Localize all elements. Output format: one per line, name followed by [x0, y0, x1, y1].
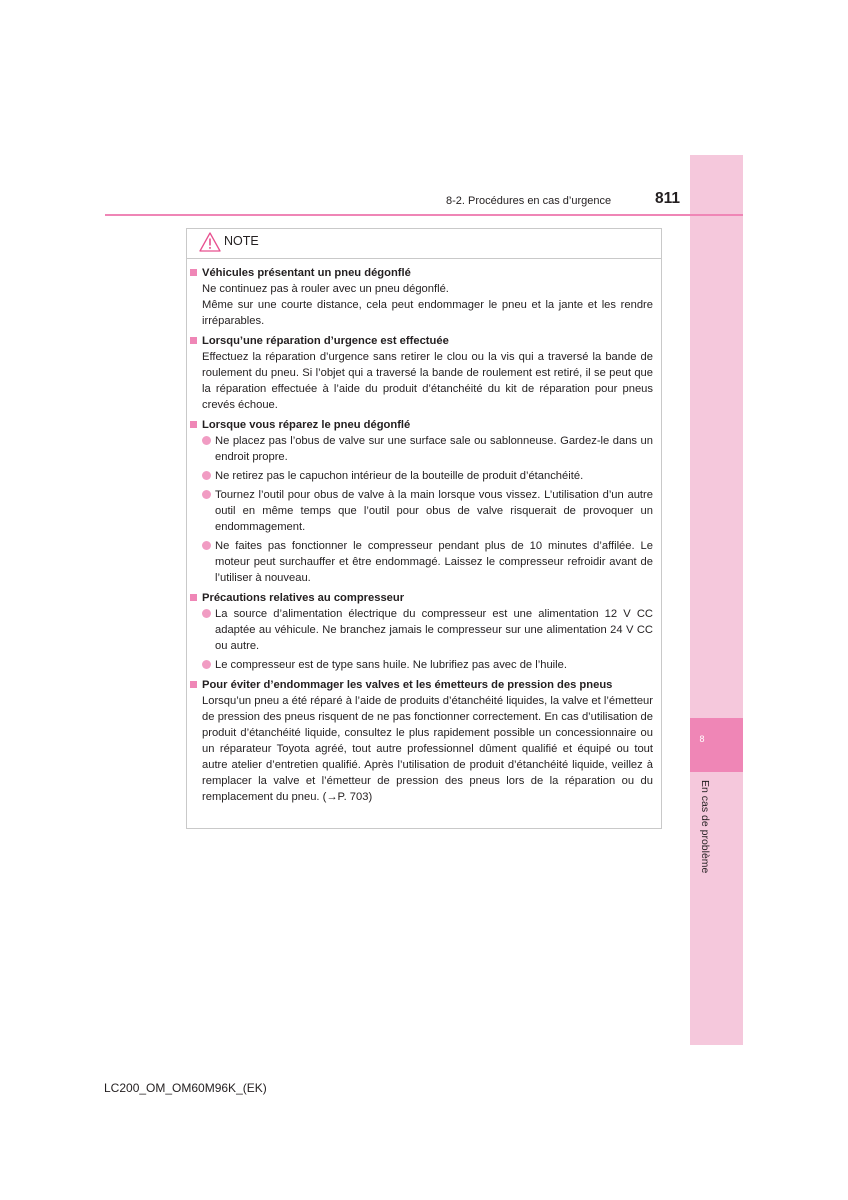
round-bullet-icon: [202, 490, 211, 499]
warning-triangle-icon: [199, 232, 221, 252]
section-heading-text: Véhicules présentant un pneu dégonflé: [202, 267, 411, 279]
round-bullet-icon: [202, 471, 211, 480]
square-bullet-icon: [190, 337, 197, 344]
paragraph: Même sur une courte distance, cela peut endommager le pneu et la jante et les rendre irréparables.: [202, 299, 653, 327]
round-bullet-icon: [202, 660, 211, 669]
square-bullet-icon: [190, 594, 197, 601]
bullet-text: La source d’alimentation électrique du compresseur est une alimentation 12 V CC adaptée au véhicule. Ne branchez jamais le compresseur sur une alimentation 24 V CC ou autre.: [215, 608, 653, 652]
paragraph: Effectuez la réparation d’urgence sans retirer le clou ou la vis qui a traversé la bande de roulement du pneu. Si l’objet qui a traversé la bande de roulement est retiré, il se peut que la réparation effectuée à l’aide du produit d’étanchéité du kit de réparation pour pneus crevés échoue.: [202, 351, 653, 411]
side-tab: [690, 155, 743, 1045]
bullet-text: Ne placez pas l’obus de valve sur une surface sale ou sablonneuse. Gardez-le dans un endroit propre.: [215, 435, 653, 463]
footer-code: LC200_OM_OM60M96K_(EK): [104, 1081, 267, 1095]
square-bullet-icon: [190, 269, 197, 276]
section-heading: [190, 265, 653, 281]
round-bullet-icon: [202, 609, 211, 618]
section-heading-text: Précautions relatives au compresseur: [202, 592, 405, 604]
bullet-text: Ne faites pas fonctionner le compresseur pendant plus de 10 minutes d’affilée. Le moteur peut surchauffer et être endommagé. Laissez le compresseur refroidir avant de l’utiliser à nouveau.: [215, 540, 653, 584]
header-rule: [105, 214, 743, 216]
round-bullet-icon: [202, 436, 211, 445]
bullet-item: [202, 487, 653, 535]
square-bullet-icon: [190, 421, 197, 428]
bullet-text: Ne retirez pas le capuchon intérieur de la bouteille de produit d’étanchéité.: [215, 470, 584, 482]
section-heading-text: Lorsqu’une réparation d’urgence est effectuée: [202, 335, 449, 347]
section-heading-text: Lorsque vous réparez le pneu dégonflé: [202, 419, 411, 431]
round-bullet-icon: [202, 541, 211, 550]
bullet-item: [202, 468, 653, 484]
note-title: NOTE: [224, 234, 259, 248]
section-heading: [190, 590, 653, 606]
note-section: [190, 677, 653, 805]
bullet-item: [202, 433, 653, 465]
square-bullet-icon: [190, 681, 197, 688]
note-header: [187, 229, 661, 259]
bullet-text: Tournez l’outil pour obus de valve à la main lorsque vous vissez. L’utilisation d’un autre outil en même temps que l’outil pour obus de valve risquerait de provoquer un endommagement.: [215, 489, 653, 533]
note-section: [190, 417, 653, 586]
bullet-item: [202, 538, 653, 586]
page-number: 811: [655, 190, 681, 207]
section-heading: [190, 333, 653, 349]
bullet-item: [202, 657, 653, 673]
note-body: [187, 259, 661, 805]
section-heading: [190, 677, 653, 693]
note-box: [186, 228, 662, 829]
note-section: [190, 265, 653, 329]
section-heading-text: Pour éviter d’endommager les valves et les émetteurs de pression des pneus: [202, 679, 613, 691]
chapter-number: 8: [699, 734, 705, 744]
bullet-text: Le compresseur est de type sans huile. Ne lubrifiez pas avec de l’huile.: [215, 659, 567, 671]
bullet-item: [202, 606, 653, 654]
side-tab-active-chapter[interactable]: [690, 718, 743, 772]
note-section: [190, 333, 653, 413]
note-section: [190, 590, 653, 673]
section-title: 8-2. Procédures en cas d’urgence: [446, 195, 612, 207]
paragraph: Ne continuez pas à rouler avec un pneu dégonflé.: [202, 283, 449, 295]
chapter-label: En cas de problème: [699, 780, 711, 874]
section-heading: [190, 417, 653, 433]
paragraph: Lorsqu’un pneu a été réparé à l’aide de produits d’étanchéité liquides, la valve et l’émetteur de pression des pneus risquent de ne pas fonctionner correctement. En cas d’utilisation de produit d’étanchéité liquide, consultez le plus rapidement possible un concessionnaire ou un réparateur Toyota agréé, tout autre professionnel dûment qualifié et équipé ou tout autre atelier d’entretien qualifié. Après l’utilisation de produit d’étanchéité liquide, veillez à remplacer la valve et l’émetteur de pression des pneus lors de la réparation ou du remplacement du pneu. (→P. 703): [202, 695, 653, 803]
